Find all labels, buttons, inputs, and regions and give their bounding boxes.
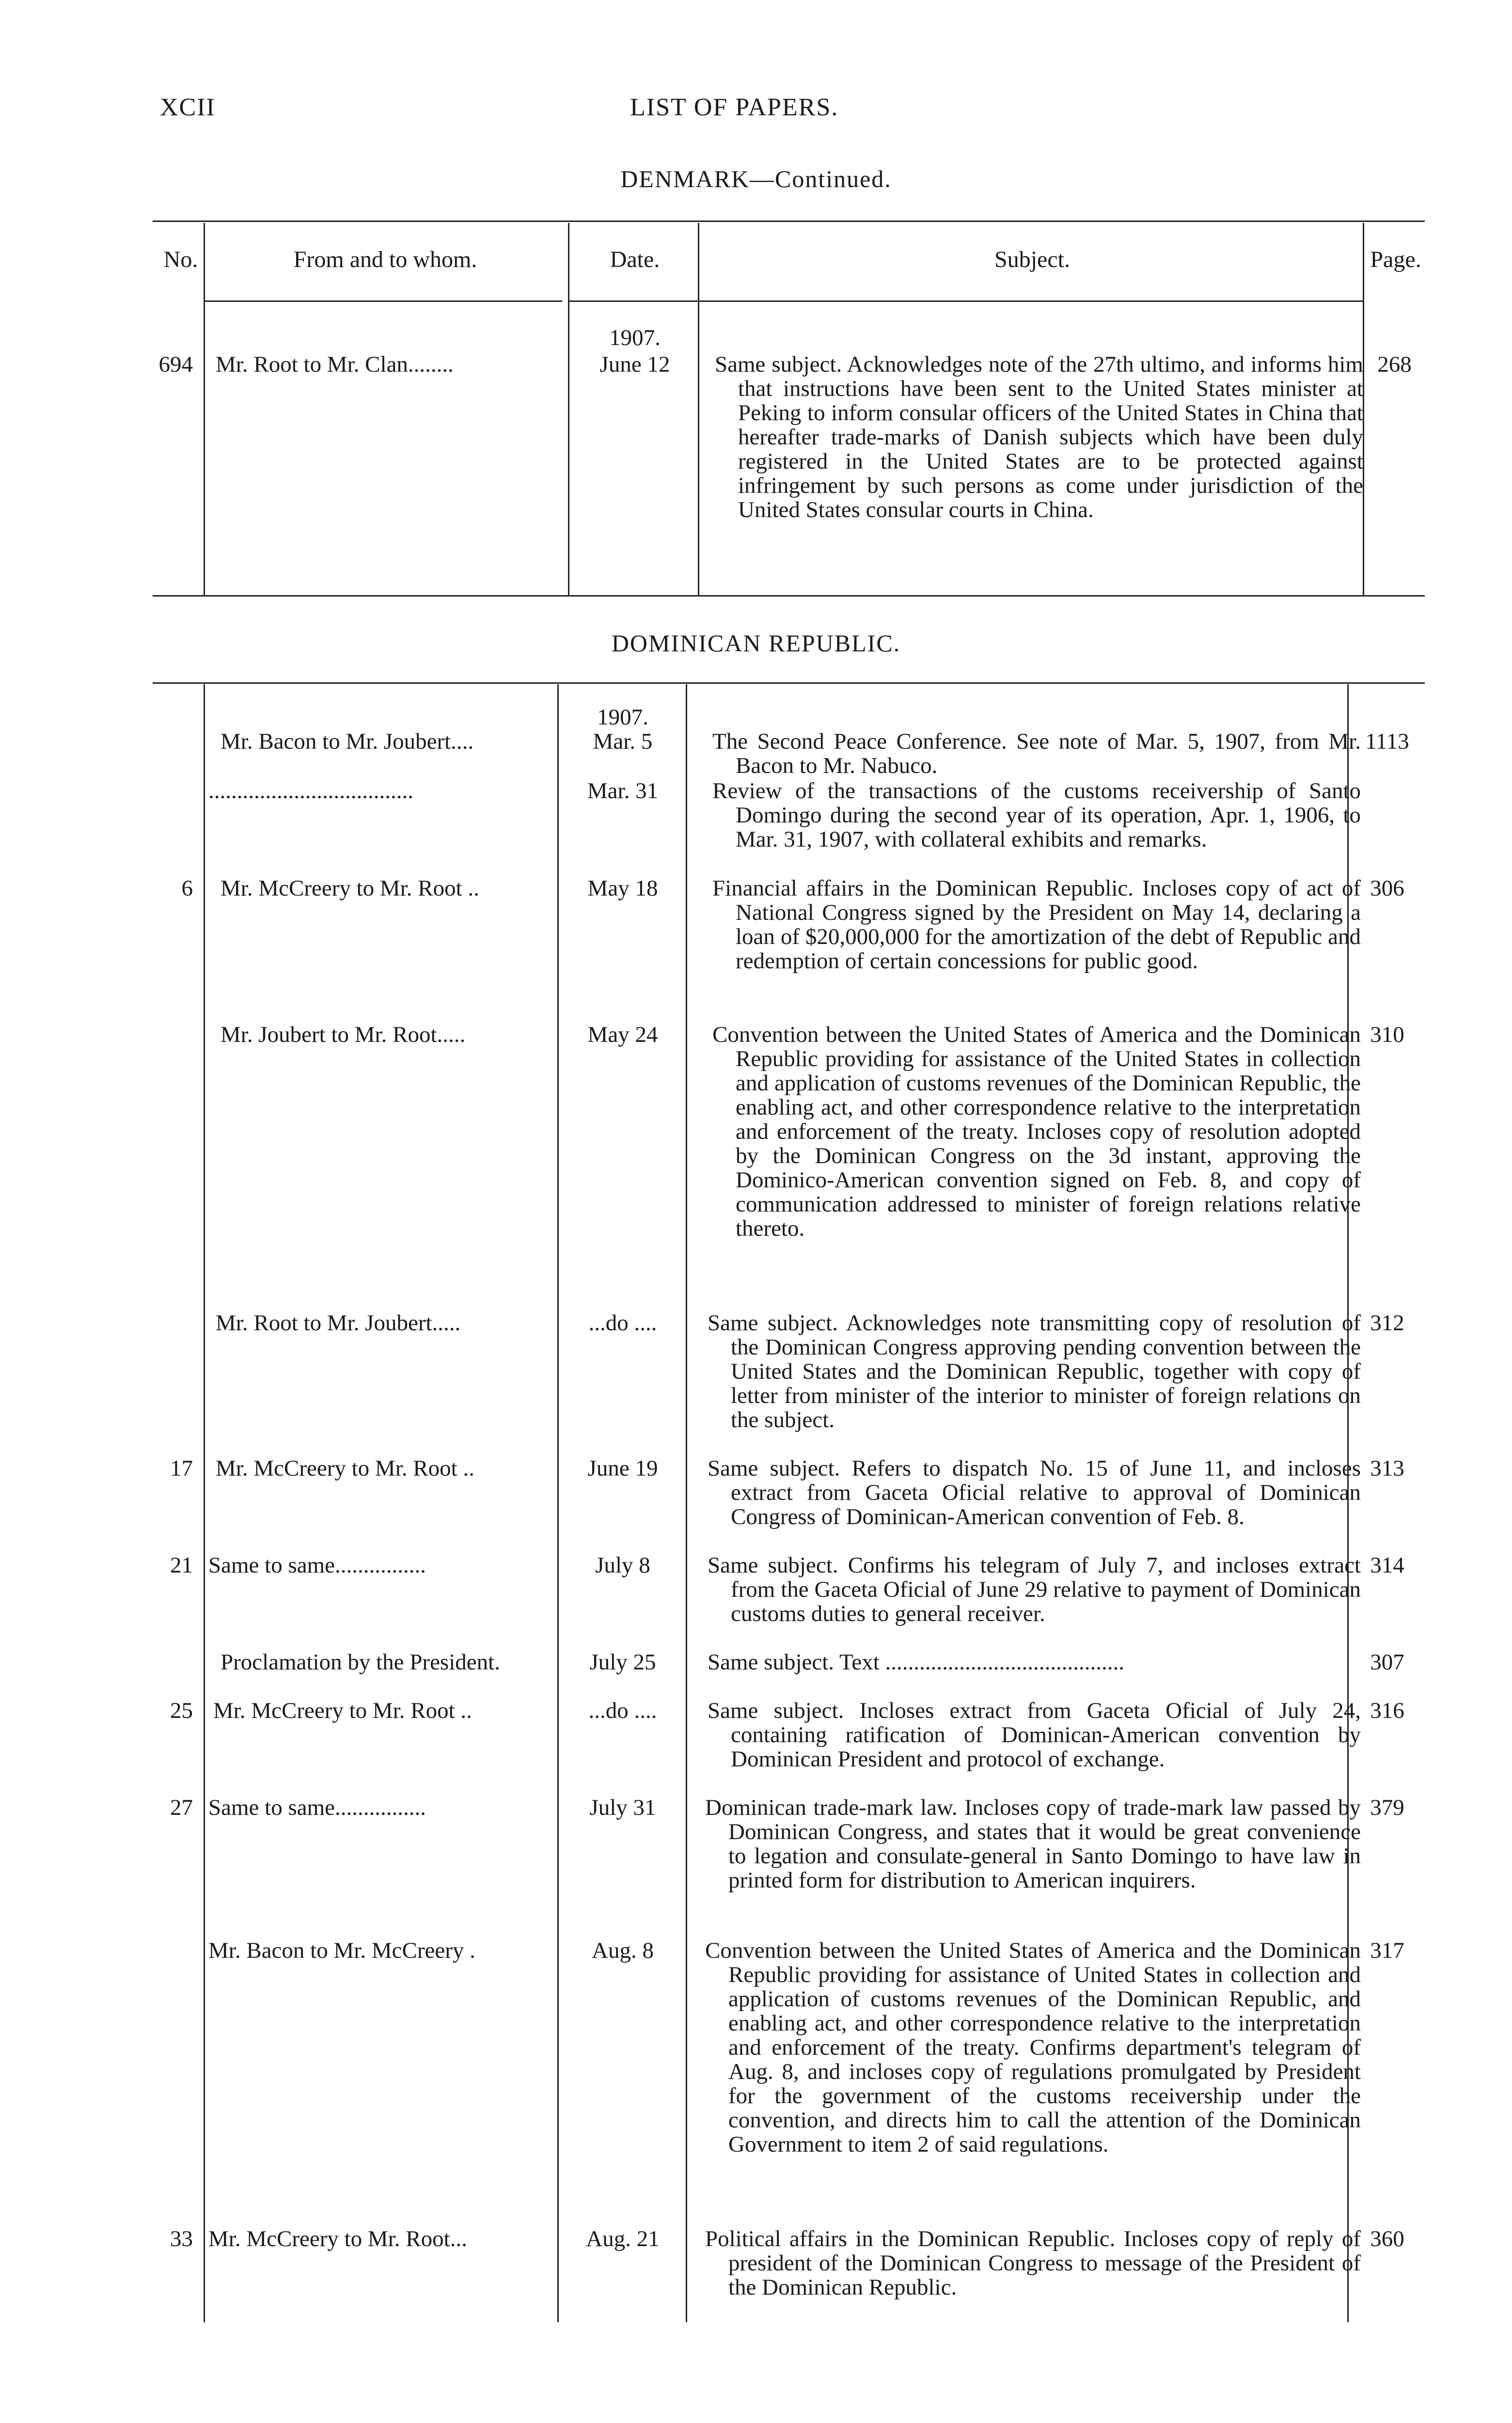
row-date: June 19 bbox=[587, 1456, 658, 1481]
section-title-dominican-republic: DOMINICAN REPUBLIC. bbox=[611, 629, 901, 657]
row-date: Aug. 21 bbox=[586, 2226, 660, 2251]
row-date: July 25 bbox=[589, 1650, 656, 1675]
row-page: 310 bbox=[1370, 1022, 1404, 1047]
row-subject: Same subject. Acknowledges note transmitting copy of resolution of the Dominican Congress approving pending convention between the United States and the Dominican Republic, together with copy of letter from minister of the interior to minister of foreign relations on the subject. bbox=[708, 1310, 1361, 1432]
row-date: Mar. 31 bbox=[587, 778, 659, 803]
row-date: June 12 bbox=[599, 352, 670, 377]
row-subject: Review of the transactions of the customs receivership of Santo Domingo during the second year of its operation, Apr. 1, 1906, to Mar. 31, 1907, with collateral exhibits and remarks. bbox=[712, 778, 1361, 852]
row-subject: Political affairs in the Dominican Republic. Incloses copy of reply of president of the Dominican Congress to message of the President of the Dominican Republic. bbox=[705, 2226, 1361, 2300]
row-page: 314 bbox=[1370, 1553, 1404, 1578]
row-subject: Same subject. Acknowledges note of the 27th ultimo, and informs him that instructions have been sent to the United States minister at Peking to inform consular officers of the United States in China that hereafter trade-marks of Danish subjects which have been duly registered in the United States are to be protected against infringement by such persons as come under jurisdiction of the United States consular courts in China. bbox=[715, 352, 1363, 522]
column-header-no: No. bbox=[163, 247, 198, 272]
row-page: 268 bbox=[1377, 352, 1412, 377]
section-title-denmark: DENMARK—Continued. bbox=[620, 165, 892, 192]
column-rule bbox=[686, 684, 687, 2322]
column-rule bbox=[568, 223, 569, 596]
row-date: ...do .... bbox=[588, 1310, 657, 1336]
row-correspondents: Mr. Bacon to Mr. Joubert.... bbox=[220, 729, 474, 754]
row-subject: Same subject. Confirms his telegram of July 7, and incloses extract from the Gaceta Oficial of June 29 relative to payment of Dominican customs duties to general receiver. bbox=[708, 1553, 1361, 1626]
row-page: 379 bbox=[1370, 1795, 1404, 1820]
row-page: 317 bbox=[1370, 1938, 1404, 1963]
row-subject: Same subject. Text .......................................... bbox=[708, 1650, 1125, 1674]
row-subject: Dominican trade-mark law. Incloses copy of trade-mark law passed by Dominican Congress, and states that it would be great convenience to legation and consulate-general in Santo Domingo to have law in printed form for distribution to American inquirers. bbox=[705, 1795, 1361, 1893]
row-number: 27 bbox=[170, 1795, 193, 1820]
column-rule bbox=[557, 684, 559, 2322]
row-page: 1113 bbox=[1365, 729, 1409, 754]
row-correspondents: Mr. McCreery to Mr. Root .. bbox=[216, 1456, 474, 1480]
row-page: 306 bbox=[1370, 876, 1404, 901]
column-header-from-to: From and to whom. bbox=[293, 247, 477, 272]
row-year: 1907. bbox=[609, 325, 661, 350]
column-header-date: Date. bbox=[610, 247, 660, 272]
row-number: 21 bbox=[170, 1553, 193, 1578]
row-page: 360 bbox=[1370, 2226, 1404, 2251]
row-correspondents: Mr. Joubert to Mr. Root..... bbox=[220, 1023, 466, 1047]
row-subject: Same subject. Refers to dispatch No. 15 of June 11, and incloses extract from Gaceta Oficial relative to approval of Dominican Congress of Dominican-American convention of Feb. 8. bbox=[708, 1456, 1361, 1529]
row-correspondents: Same to same................ bbox=[208, 1795, 426, 1820]
row-subject: Financial affairs in the Dominican Republic. Incloses copy of act of National Congress signed by the President on May 14, declaring a loan of $20,000,000 for the amortization of the debt of Republic and redemption of certain concessions for public good. bbox=[712, 876, 1361, 974]
row-correspondents: Mr. Root to Mr. Joubert..... bbox=[216, 1311, 461, 1335]
row-page: 307 bbox=[1370, 1650, 1404, 1675]
column-rule bbox=[204, 223, 205, 596]
row-subject: The Second Peace Conference. See note of Mar. 5, 1907, from Mr. Bacon to Mr. Nabuco. bbox=[712, 729, 1361, 778]
row-correspondents: Mr. McCreery to Mr. Root... bbox=[208, 2227, 467, 2251]
row-correspondents: Mr. McCreery to Mr. Root .. bbox=[220, 876, 479, 900]
row-number: 6 bbox=[181, 876, 193, 901]
row-page: 313 bbox=[1370, 1456, 1404, 1481]
header-rule bbox=[204, 300, 562, 302]
row-correspondents: .................................... bbox=[208, 779, 413, 803]
row-number: 25 bbox=[170, 1698, 193, 1723]
row-date: May 18 bbox=[587, 876, 658, 901]
table-bottom-rule bbox=[153, 595, 1425, 597]
table-top-rule bbox=[153, 220, 1425, 222]
row-date: July 8 bbox=[595, 1553, 650, 1578]
row-correspondents: Mr. Bacon to Mr. McCreery . bbox=[208, 1938, 475, 1963]
row-correspondents: Same to same................ bbox=[208, 1553, 426, 1577]
row-page: 316 bbox=[1370, 1698, 1404, 1723]
column-rule bbox=[698, 223, 699, 596]
row-number: 17 bbox=[170, 1456, 193, 1481]
header-rule bbox=[569, 300, 1364, 302]
row-number: 33 bbox=[170, 2226, 193, 2251]
row-date: Aug. 8 bbox=[592, 1938, 654, 1963]
row-subject: Convention between the United States of America and the Dominican Republic providing for assistance of the United States in collection and application of customs revenues of the Dominican Republic, the enabling act, and other correspondence relative to the interpretation and enforcement of the treaty. Incloses copy of resolution adopted by the Dominican Congress on the 3d instant, approving the Dominico-American convention signed on Feb. 8, and copy of communication addressed to minister of foreign relations relative thereto. bbox=[712, 1022, 1361, 1241]
row-correspondents: Mr. Root to Mr. Clan........ bbox=[216, 352, 454, 377]
row-page: 312 bbox=[1370, 1310, 1404, 1336]
row-year: 1907. bbox=[597, 705, 648, 730]
column-rule bbox=[204, 684, 205, 2322]
row-number: 694 bbox=[158, 352, 193, 377]
row-subject: Convention between the United States of America and the Dominican Republic providing for assistance of United States in collection and application of customs revenues of the Dominican Republic, and enabling act, and other correspondence relative to the interpretation and enforcement of the treaty. Confirms department's telegram of Aug. 8, and incloses copy of regulations promulgated by President for the government of the customs receivership under the convention, and directs him to call the attention of the Dominican Government to item 2 of said regulations. bbox=[705, 1938, 1361, 2157]
row-date: July 31 bbox=[589, 1795, 656, 1820]
row-subject: Same subject. Incloses extract from Gaceta Oficial of July 24, containing ratification of Dominican-American convention by Dominican President and protocol of exchange. bbox=[708, 1698, 1361, 1772]
column-header-subject: Subject. bbox=[994, 247, 1070, 272]
row-correspondents: Proclamation by the President. bbox=[220, 1650, 500, 1675]
row-date: Mar. 5 bbox=[593, 729, 653, 754]
column-header-page: Page. bbox=[1370, 247, 1421, 272]
row-date: ...do .... bbox=[588, 1698, 657, 1723]
table-top-rule bbox=[153, 682, 1425, 684]
running-title: LIST OF PAPERS. bbox=[630, 94, 839, 121]
page-number: XCII bbox=[160, 94, 216, 121]
row-correspondents: Mr. McCreery to Mr. Root .. bbox=[213, 1699, 472, 1723]
row-date: May 24 bbox=[587, 1022, 658, 1047]
